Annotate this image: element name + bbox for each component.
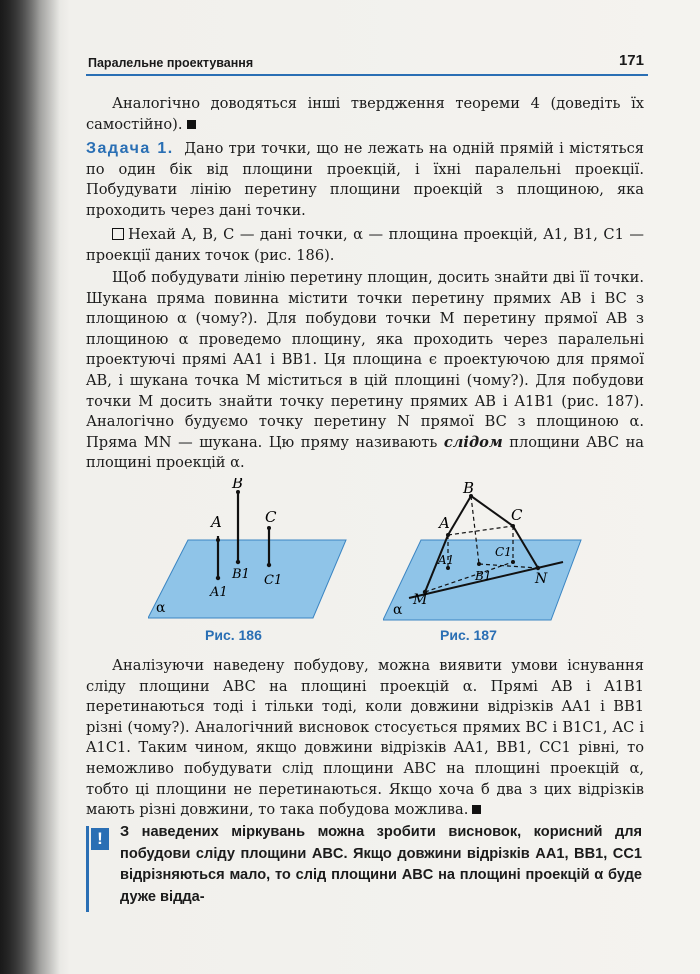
figure-186 <box>148 478 348 623</box>
caption-fig186: Рис. 186 <box>205 627 262 643</box>
point-C <box>511 524 515 528</box>
task-block <box>86 139 644 221</box>
label-C1: C1 <box>495 545 512 559</box>
point-B1 <box>477 562 481 566</box>
note-accent-bar <box>86 826 89 912</box>
label-N: N <box>535 571 548 587</box>
solution-paragraph-1 <box>86 225 644 266</box>
intro-text: Аналогічно доводяться інші твердження теореми 4 (доведіть їх самостійно). <box>86 95 644 133</box>
solution-text-1: Нехай A, B, C — дані точки, α — площина проекцій, A1, B1, C1 — проекції даних точок (рис. 186). <box>86 226 644 264</box>
term-trace: слідом <box>443 433 503 451</box>
label-B1: B1 <box>232 567 250 582</box>
running-header <box>86 52 648 76</box>
label-B: B <box>232 478 244 492</box>
point-A1 <box>216 576 220 580</box>
start-of-solution-square <box>112 228 124 240</box>
end-of-proof-mark <box>472 805 481 814</box>
page-number: 171 <box>618 52 644 69</box>
note-text: З наведених міркувань можна зробити висновок, корисний для побудови сліду площини ABC. Якщо довжини відрізків AA1, BB1, CC1 відрізняються мало, то слід площини ABC на площині проекцій α буде дуже віддa- <box>120 824 642 905</box>
solution-paragraph-2 <box>86 268 644 474</box>
figure-187 <box>383 480 583 625</box>
exclamation-icon: ! <box>91 828 109 850</box>
label-C: C <box>511 506 523 524</box>
paragraph2-text-a: Щоб побудувати лінію перетину площин, досить знайти дві її точки. Шукана пряма повинна містити точки перетину прямих AB і BC з площиною α (чому?). Для побудови точки M перетину прямої AB з площиною α проведемо площину, яка проходить через паралельні проектуючі прямі AA1 і BB1. Ця площина є проектуючою для прямої AB, і шукана точка M міститься в цій площині (чому?). Для побудови точки M досить знайти точку перетину прямих AB і A1B1 (рис. 187). Аналогічно будуємо точку перетину N прямої BC з площиною α. Пряма MN — шукана. Цю пряму називають <box>86 269 644 451</box>
label-A1: A1 <box>438 553 455 567</box>
caption-fig187: Рис. 187 <box>440 627 497 643</box>
intro-paragraph <box>86 94 644 135</box>
point-N <box>536 566 540 570</box>
point-A <box>446 533 450 537</box>
point-B1 <box>236 560 240 564</box>
point-A <box>216 538 220 542</box>
label-A: A <box>439 514 450 532</box>
binding-shadow <box>0 0 60 974</box>
label-A: A <box>211 513 222 531</box>
task-text: Дано три точки, що не лежать на одній прямій і містяться по один бік від площини проекцій, і їхні паралельні проекції. Побудувати лінію перетину площини проекцій з площиною, яка проходить через дані точки. <box>86 140 644 219</box>
edge-AC <box>448 526 513 535</box>
label-M: M <box>413 592 428 608</box>
edge-BC <box>471 496 513 526</box>
label-B1: B1 <box>475 569 492 583</box>
task-label: Задача 1. <box>86 140 174 157</box>
conclusion-note <box>86 822 644 914</box>
point-C1 <box>267 563 271 567</box>
section-title: Паралельне проектування <box>88 56 254 70</box>
label-C: C <box>265 508 277 526</box>
label-alpha: α <box>156 600 166 616</box>
paragraph3-text: Аналізуючи наведену побудову, можна виявити умови існування сліду площини ABC на площині проекцій α. Прямі AB і A1B1 перетинаються тоді і тільки тоді, коли довжини відрізків AA1 і BB1 різні (чому?). Аналогічний висновок стосується прямих BC і B1C1, AC і A1C1. Таким чином, якщо довжини відрізків AA1, BB1, CC1 рівні, то неможливо побудувати слід площини ABC на площині проекцій α, тобто ці площини не перетинаються. Якщо хоча б два з цих відрізків мають різні довжини, то така побудова можлива. <box>86 657 644 819</box>
point-C <box>267 526 271 530</box>
label-A1: A1 <box>210 585 228 600</box>
label-C1: C1 <box>264 573 283 588</box>
end-of-proof-mark <box>187 120 196 129</box>
label-B: B <box>463 480 475 497</box>
label-alpha: α <box>393 602 403 618</box>
point-C1 <box>511 560 515 564</box>
paragraph2-text-b: площини ABC на площині проекцій α. <box>86 433 644 472</box>
analysis-paragraph <box>86 656 644 821</box>
edge-AB <box>448 496 471 535</box>
